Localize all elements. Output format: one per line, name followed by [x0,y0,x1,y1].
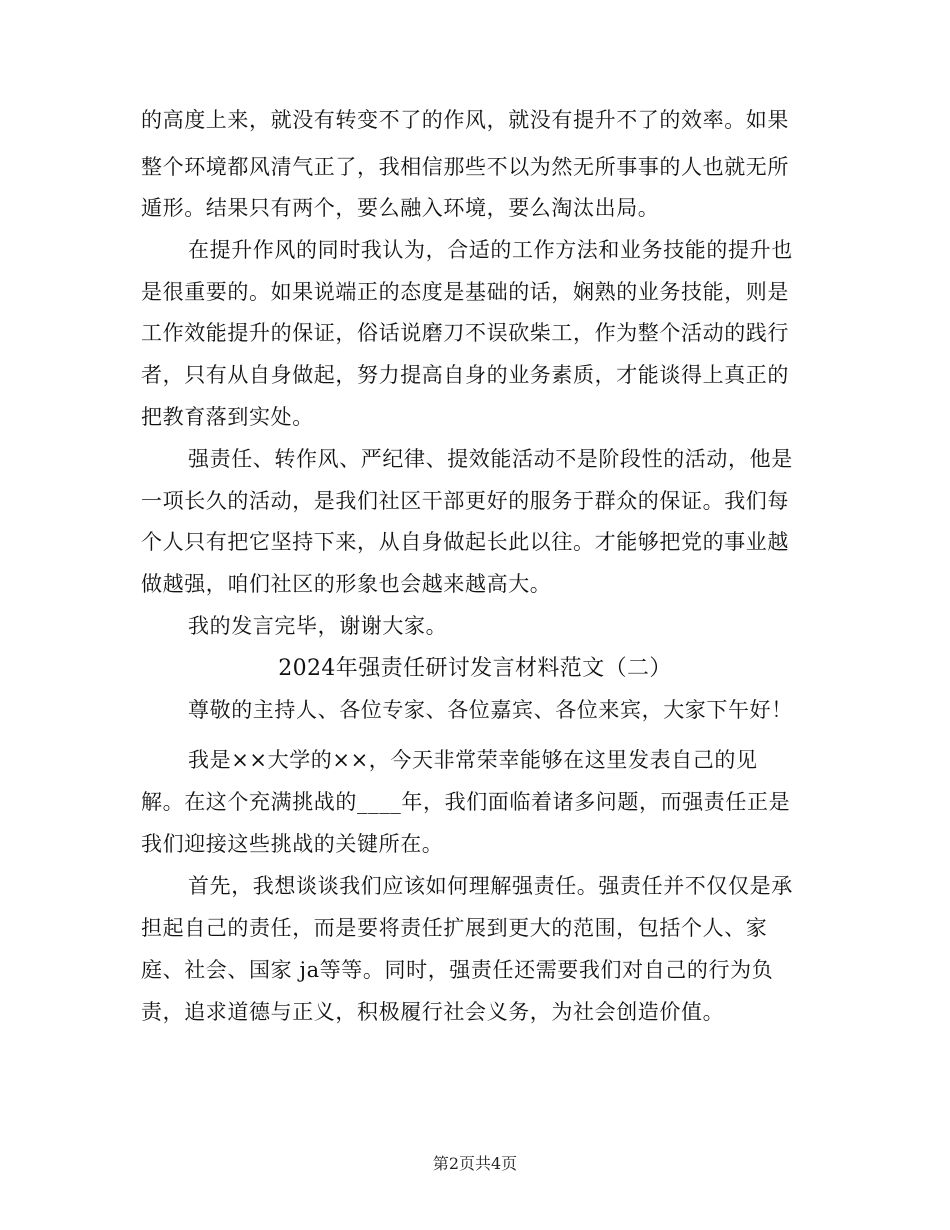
body-text-line: 我们迎接这些挑战的关键所在。 [141,832,444,856]
body-text-line: 个人只有把它坚持下来，从自身做起长此以往。才能够把党的事业越 [141,530,789,554]
section-heading: 2024年强责任研讨发言材料范文（二） [278,656,672,681]
body-text-line: 在提升作风的同时我认为，合适的工作方法和业务技能的提升也 [188,238,793,262]
body-text-line: 担起自己的责任，而是要将责任扩展到更大的范围，包括个人、家 [141,916,768,940]
body-text-line: 整个环境都风清气正了，我相信那些不以为然无所事事的人也就无所 [141,155,789,179]
body-text-line: 把教育落到实处。 [141,405,314,429]
body-text-line: 的高度上来，就没有转变不了的作风，就没有提升不了的效率。如果 [141,108,789,132]
body-text-line: 遁形。结果只有两个，要么融入环境，要么淘汰出局。 [141,196,660,220]
body-text-line: 工作效能提升的保证，俗话说磨刀不误砍柴工，作为整个活动的践行 [141,321,789,345]
body-text-line: 强责任、转作风、严纪律、提效能活动不是阶段性的活动，他是 [188,447,793,471]
body-text-line: 是很重要的。如果说端正的态度是基础的话，娴熟的业务技能，则是 [141,280,789,304]
body-text-line: 庭、社会、国家 ja等等。同时，强责任还需要我们对自己的行为负 [141,958,774,982]
body-text-line: 者，只有从自身做起，努力提高自身的业务素质，才能谈得上真正的 [141,363,789,387]
body-text-line: 解。在这个充满挑战的____年，我们面临着诸多问题，而强责任正是 [141,790,791,814]
body-text-line: 我是××大学的××，今天非常荣幸能够在这里发表自己的见 [188,748,758,772]
body-text-line: 首先，我想谈谈我们应该如何理解强责任。强责任并不仅仅是承 [188,874,793,898]
body-text-line: 一项长久的活动，是我们社区干部更好的服务于群众的保证。我们每 [141,489,789,513]
body-text-line: 我的发言完毕，谢谢大家。 [188,614,448,638]
body-text-line: 做越强，咱们社区的形象也会越来越高大。 [141,572,552,596]
page-footer: 第2页共4页 [432,1154,518,1173]
body-text-line: 责，追求道德与正义，积极履行社会义务，为社会创造价值。 [141,1000,725,1024]
body-text-line: 尊敬的主持人、各位专家、各位嘉宾、各位来宾，大家下午好！ [188,698,793,722]
